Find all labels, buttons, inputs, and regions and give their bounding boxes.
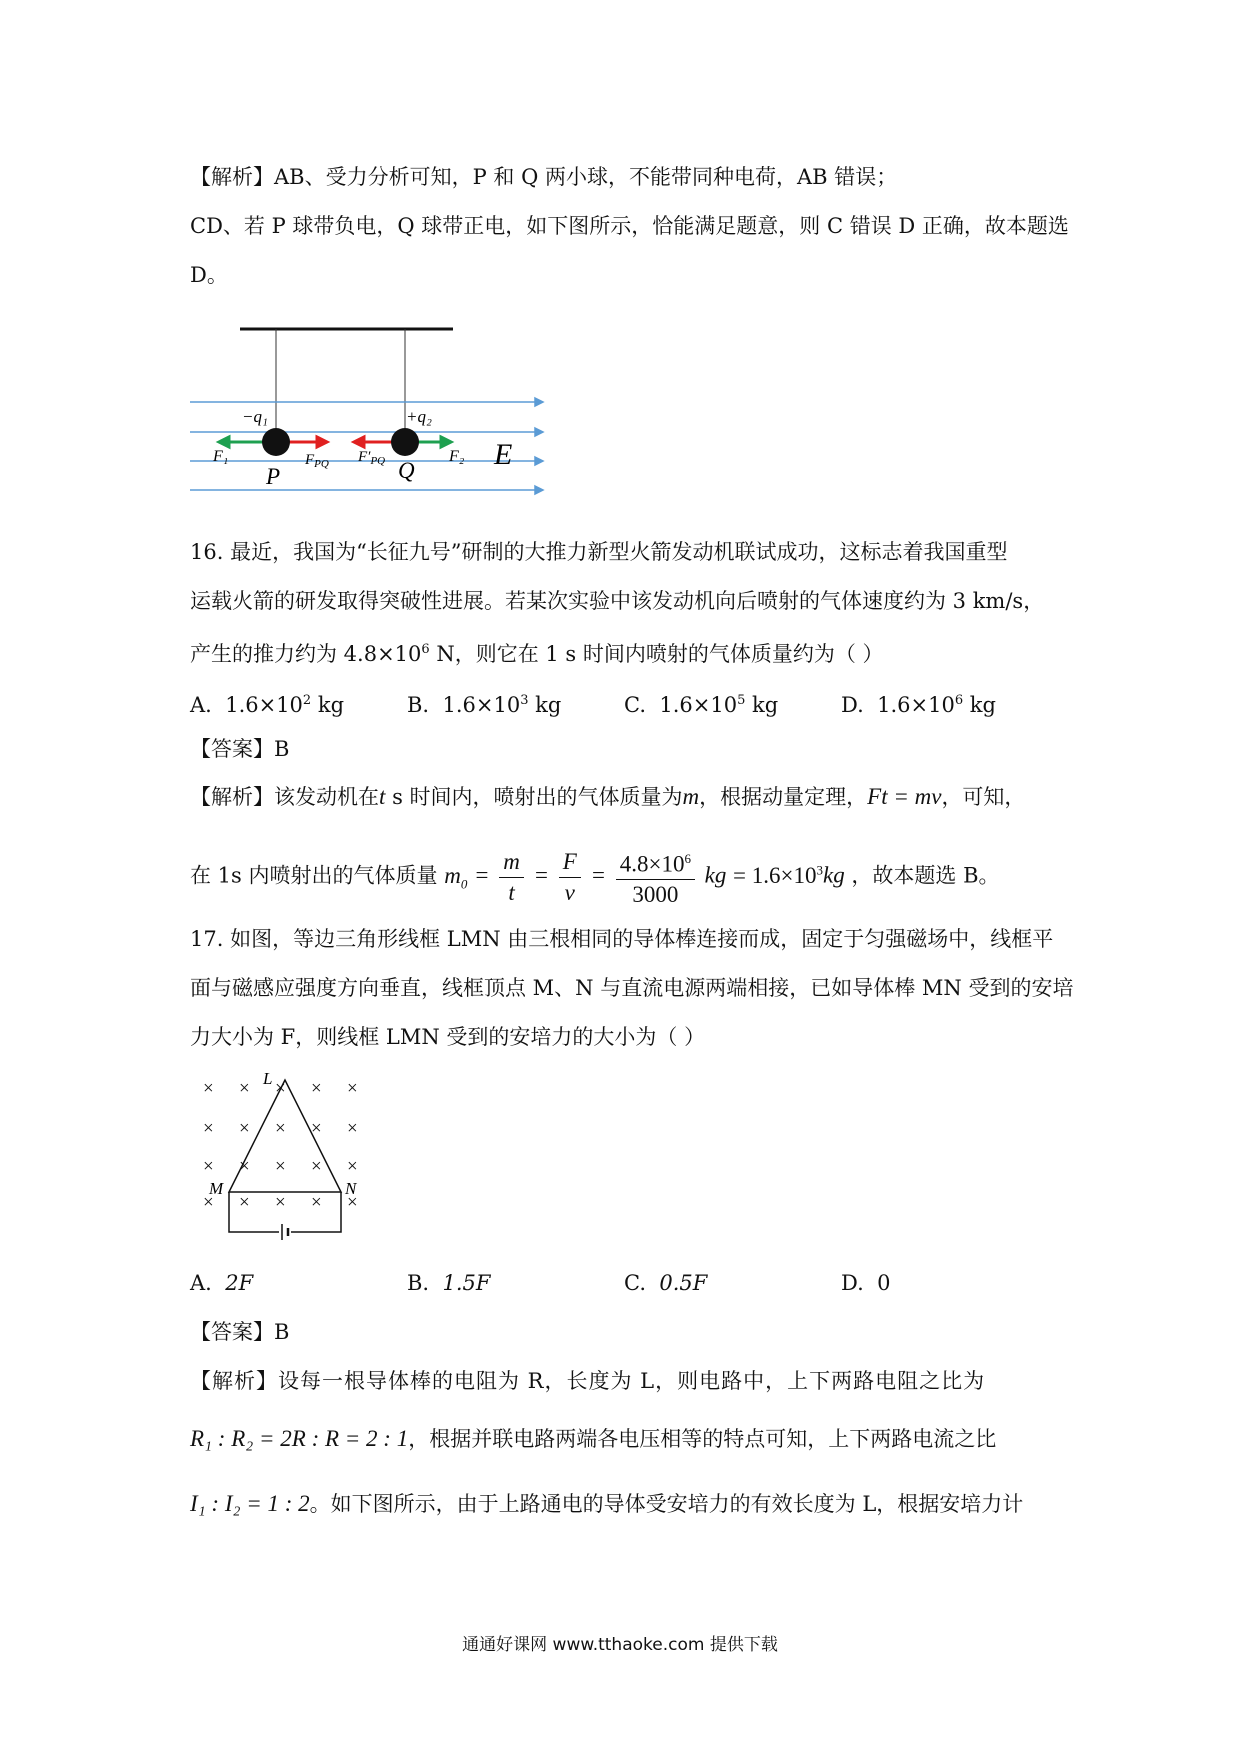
label-fpq-prime: $F'_{PQ}$: [358, 449, 386, 467]
m0: $m_0$: [444, 862, 468, 892]
svg-text:×: ×: [275, 1078, 286, 1099]
svg-text:×: ×: [239, 1156, 250, 1177]
q16-option-c: C. $1.6\times 10^5$ kg: [624, 693, 779, 717]
p15-analysis-line1: 【解析】AB、受力分析可知，P 和 Q 两小球，不能带同种电荷，AB 错误；: [190, 165, 898, 189]
label-m: M: [209, 1179, 224, 1198]
label-f2: F₂: [449, 448, 465, 465]
q17-analysis-line1: 【解析】设每一根导体棒的电阻为 R，长度为 L，则电路中，上下两路电阻之比为: [190, 1369, 986, 1393]
q17-option-a: A. 2F: [190, 1271, 254, 1295]
figure-charged-balls: [185, 318, 545, 503]
label-p: P: [266, 464, 281, 489]
svg-text:×: ×: [275, 1192, 286, 1213]
label-f1: F₁: [213, 448, 229, 465]
q16-option-d: D. $1.6\times 10^6$ kg: [841, 693, 996, 717]
figure-triangle-frame: [195, 1070, 385, 1245]
q16-analysis-line1: 【解析】该发动机在t s 时间内，喷射出的气体质量为m，根据动量定理，Ft = mv，可知，: [190, 784, 1026, 809]
label-q1: −q₁: [242, 407, 268, 426]
svg-text:×: ×: [347, 1156, 358, 1177]
label-q2: +q₂: [406, 407, 432, 426]
ball-q: [391, 428, 419, 456]
q16-line2: 运载火箭的研发取得突破性进展。若某次实验中该发动机向后喷射的气体速度约为 3 km/s，: [190, 589, 1045, 613]
fraction-value: $\frac{4.8\times 10^6}{3000}$: [616, 844, 695, 911]
svg-text:×: ×: [311, 1118, 322, 1139]
svg-text:×: ×: [347, 1192, 358, 1213]
q17-analysis-line2: R₁ : R₂ = 2R : R = 2 : 1，根据并联电路两端各电压相等的特点可知，上下两路电流之比: [190, 1426, 997, 1451]
fraction-f-over-v: $\frac{F}{v}$: [559, 847, 581, 908]
q16-line3: 产生的推力约为 $4.8\times 10^6$ N，则它在 1 s 时间内喷射的气体质量约为（ ）: [190, 642, 884, 666]
svg-text:×: ×: [347, 1078, 358, 1099]
q16-answer: 【答案】B: [190, 737, 290, 761]
page-footer: 通通好课网 www.tthaoke.com 提供下载: [462, 1635, 778, 1655]
q16-option-b: B. $1.6\times 10^3$ kg: [407, 693, 562, 717]
fraction-m-over-t: $\frac{m}{t}$: [499, 847, 524, 908]
label-l: L: [263, 1070, 273, 1088]
q17-option-d: D. 0: [841, 1271, 891, 1295]
q17-analysis-line3: I₁ : I₂ = 1 : 2。如下图所示，由于上路通电的导体受安培力的有效长度为 L，根据安培力计: [190, 1491, 1024, 1516]
svg-text:×: ×: [203, 1156, 214, 1177]
svg-text:×: ×: [275, 1156, 286, 1177]
q17-option-c: C. 0.5F: [624, 1271, 708, 1295]
label-n: N: [345, 1179, 357, 1198]
q17-option-b: B. 1.5F: [407, 1271, 491, 1295]
q17-line3: 力大小为 F，则线框 LMN 受到的安培力的大小为（ ）: [190, 1025, 706, 1049]
svg-text:×: ×: [311, 1156, 322, 1177]
p15-analysis-line3: D。: [190, 263, 228, 287]
svg-text:×: ×: [203, 1078, 214, 1099]
q17-line2: 面与磁感应强度方向垂直，线框顶点 M、N 与直流电源两端相接，已如导体棒 MN 受到的安培: [190, 976, 1074, 1000]
q17-line1: 17. 如图，等边三角形线框 LMN 由三根相同的导体棒连接而成，固定于匀强磁场中，线框平: [190, 927, 1054, 951]
label-fpq: $F_{PQ}$: [305, 452, 329, 470]
q16-option-a: A. $1.6\times 10^2$ kg: [190, 693, 345, 717]
q16-line1: 16. 最近，我国为“长征九号”研制的大推力新型火箭发动机联试成功，这标志着我国重型: [190, 540, 1008, 564]
ball-p: [262, 428, 290, 456]
p15-analysis-line2: CD、若 P 球带负电，Q 球带正电，如下图所示，恰能满足题意，则 C 错误 D 正确，故本题选: [190, 214, 1069, 238]
svg-text:×: ×: [275, 1118, 286, 1139]
svg-text:×: ×: [203, 1118, 214, 1139]
svg-text:×: ×: [311, 1078, 322, 1099]
svg-text:×: ×: [239, 1078, 250, 1099]
q17-answer: 【答案】B: [190, 1320, 290, 1344]
label-q: Q: [398, 458, 415, 483]
svg-text:×: ×: [347, 1118, 358, 1139]
svg-text:×: ×: [239, 1118, 250, 1139]
svg-text:×: ×: [239, 1192, 250, 1213]
q16-formula: 在 1s 内喷射出的气体质量 $m_0$ = $\frac{m}{t}$ = $\frac{F}{v}$ = $\frac{4.8\times 10^6}{3000}$ kg = $1.6\times 10^3kg$ ，故本题选 B。: [190, 838, 1000, 916]
svg-text:×: ×: [203, 1192, 214, 1213]
label-e: E: [494, 438, 513, 471]
svg-text:×: ×: [311, 1192, 322, 1213]
formula-result: = $1.6\times 10^3$: [733, 862, 823, 888]
